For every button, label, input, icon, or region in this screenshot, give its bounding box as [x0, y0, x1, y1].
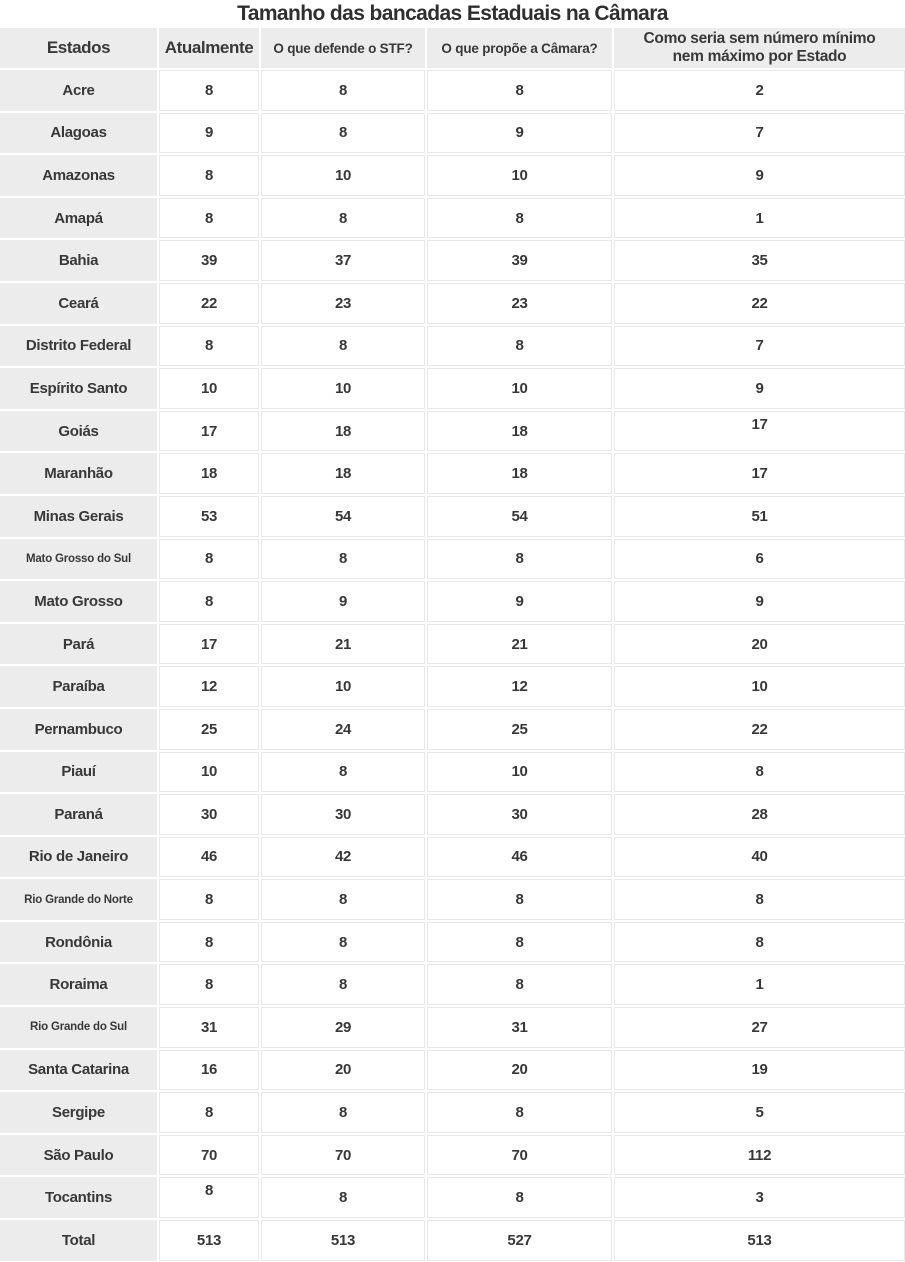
value-cell: 46 — [427, 837, 612, 878]
value-cell: 8 — [427, 70, 612, 111]
value-cell: 22 — [159, 283, 259, 324]
value-cell: 18 — [427, 453, 612, 494]
value-cell: 10 — [159, 752, 259, 793]
state-cell: Rio Grande do Norte — [0, 879, 157, 920]
header-cell-sem-limite — [614, 28, 905, 68]
value-cell: 70 — [159, 1135, 259, 1176]
value-cell: 25 — [427, 709, 612, 750]
value-cell: 17 — [159, 624, 259, 665]
value-cell: 23 — [261, 283, 425, 324]
total-value-cell: 513 — [614, 1220, 905, 1261]
value-cell: 8 — [427, 1092, 612, 1133]
value-cell: 8 — [614, 752, 905, 793]
value-cell: 9 — [427, 581, 612, 622]
value-cell: 51 — [614, 496, 905, 537]
value-cell: 8 — [427, 539, 612, 580]
value-cell: 1 — [614, 964, 905, 1005]
value-cell: 10 — [261, 368, 425, 409]
value-cell: 28 — [614, 794, 905, 835]
value-cell: 12 — [427, 666, 612, 707]
value-cell: 8 — [261, 922, 425, 963]
value-cell: 8 — [427, 198, 612, 239]
value-cell: 24 — [261, 709, 425, 750]
header-cell-atualmente: Atualmente — [159, 28, 259, 68]
value-cell: 10 — [427, 368, 612, 409]
value-cell: 53 — [159, 496, 259, 537]
value-cell: 8 — [614, 922, 905, 963]
value-cell: 8 — [261, 752, 425, 793]
value-cell: 27 — [614, 1007, 905, 1048]
state-cell: Goiás — [0, 411, 157, 452]
value-cell: 20 — [261, 1050, 425, 1091]
value-cell: 17 — [614, 453, 905, 494]
value-cell: 8 — [427, 326, 612, 367]
value-cell: 37 — [261, 240, 425, 281]
value-cell: 46 — [159, 837, 259, 878]
value-cell: 8 — [261, 70, 425, 111]
value-cell: 39 — [159, 240, 259, 281]
value-cell: 10 — [261, 666, 425, 707]
value-cell: 23 — [427, 283, 612, 324]
value-cell: 16 — [159, 1050, 259, 1091]
value-cell: 31 — [159, 1007, 259, 1048]
value-cell: 18 — [261, 411, 425, 452]
state-cell: Paraná — [0, 794, 157, 835]
state-cell: Pará — [0, 624, 157, 665]
value-cell: 10 — [427, 155, 612, 196]
state-cell: Rio Grande do Sul — [0, 1007, 157, 1048]
state-cell: Amapá — [0, 198, 157, 239]
value-cell: 8 — [261, 1092, 425, 1133]
state-cell: Tocantins — [0, 1177, 157, 1218]
value-cell: 29 — [261, 1007, 425, 1048]
value-cell: 9 — [427, 113, 612, 154]
value-cell: 8 — [261, 539, 425, 580]
value-cell: 8 — [614, 879, 905, 920]
state-cell: Amazonas — [0, 155, 157, 196]
state-cell: Distrito Federal — [0, 326, 157, 367]
value-cell: 8 — [261, 964, 425, 1005]
value-cell: 25 — [159, 709, 259, 750]
value-cell: 9 — [261, 581, 425, 622]
value-cell: 9 — [614, 368, 905, 409]
value-cell: 54 — [261, 496, 425, 537]
value-cell: 8 — [159, 581, 259, 622]
state-cell: Pernambuco — [0, 709, 157, 750]
value-cell: 17 — [614, 411, 905, 452]
state-cell: Piauí — [0, 752, 157, 793]
value-cell: 21 — [427, 624, 612, 665]
value-cell: 54 — [427, 496, 612, 537]
total-label-cell: Total — [0, 1220, 157, 1261]
value-cell: 19 — [614, 1050, 905, 1091]
value-cell: 8 — [261, 198, 425, 239]
state-cell: Sergipe — [0, 1092, 157, 1133]
state-cell: Mato Grosso do Sul — [0, 539, 157, 580]
value-cell: 8 — [427, 964, 612, 1005]
value-cell: 40 — [614, 837, 905, 878]
value-cell: 8 — [261, 113, 425, 154]
state-cell: Paraíba — [0, 666, 157, 707]
value-cell: 22 — [614, 283, 905, 324]
value-cell: 5 — [614, 1092, 905, 1133]
state-cell: Maranhão — [0, 453, 157, 494]
value-cell: 30 — [427, 794, 612, 835]
value-cell: 20 — [614, 624, 905, 665]
value-cell: 9 — [614, 581, 905, 622]
value-cell: 42 — [261, 837, 425, 878]
value-cell: 8 — [261, 879, 425, 920]
value-cell: 8 — [261, 326, 425, 367]
state-cell: Mato Grosso — [0, 581, 157, 622]
state-cell: Alagoas — [0, 113, 157, 154]
value-cell: 8 — [159, 964, 259, 1005]
header-cell-estados: Estados — [0, 28, 157, 68]
value-cell: 10 — [427, 752, 612, 793]
value-cell: 10 — [261, 155, 425, 196]
value-cell: 8 — [159, 155, 259, 196]
total-value-cell: 513 — [261, 1220, 425, 1261]
value-cell: 18 — [427, 411, 612, 452]
value-cell: 10 — [614, 666, 905, 707]
header-cell-stf: O que defende o STF? — [261, 28, 425, 68]
value-cell: 9 — [614, 155, 905, 196]
value-cell: 8 — [159, 1177, 259, 1218]
value-cell: 8 — [159, 879, 259, 920]
value-cell: 18 — [261, 453, 425, 494]
state-cell: Ceará — [0, 283, 157, 324]
value-cell: 22 — [614, 709, 905, 750]
value-cell: 31 — [427, 1007, 612, 1048]
value-cell: 8 — [159, 70, 259, 111]
state-cell: Espírito Santo — [0, 368, 157, 409]
value-cell: 17 — [159, 411, 259, 452]
page-title: Tamanho das bancadas Estaduais na Câmara — [237, 2, 668, 25]
value-cell: 35 — [614, 240, 905, 281]
state-cell: Minas Gerais — [0, 496, 157, 537]
value-cell: 8 — [159, 1092, 259, 1133]
value-cell: 6 — [614, 539, 905, 580]
header-cell-camara: O que propõe a Câmara? — [427, 28, 612, 68]
value-cell: 20 — [427, 1050, 612, 1091]
value-cell: 12 — [159, 666, 259, 707]
value-cell: 112 — [614, 1135, 905, 1176]
value-cell: 1 — [614, 198, 905, 239]
value-cell: 8 — [427, 922, 612, 963]
value-cell: 39 — [427, 240, 612, 281]
bancadas-table — [0, 28, 905, 1261]
state-cell: Rondônia — [0, 922, 157, 963]
state-cell: Rio de Janeiro — [0, 837, 157, 878]
value-cell: 70 — [427, 1135, 612, 1176]
value-cell: 9 — [159, 113, 259, 154]
value-cell: 8 — [159, 326, 259, 367]
total-value-cell: 527 — [427, 1220, 612, 1261]
header-cell-sem-limite-text: Como seria sem número mínimo nem máximo por Estado — [643, 29, 876, 65]
value-cell: 18 — [159, 453, 259, 494]
state-cell: Santa Catarina — [0, 1050, 157, 1091]
value-cell: 10 — [159, 368, 259, 409]
value-cell: 30 — [159, 794, 259, 835]
value-cell: 8 — [159, 198, 259, 239]
value-cell: 7 — [614, 326, 905, 367]
value-cell: 8 — [261, 1177, 425, 1218]
state-cell: São Paulo — [0, 1135, 157, 1176]
value-cell: 30 — [261, 794, 425, 835]
state-cell: Bahia — [0, 240, 157, 281]
value-cell: 3 — [614, 1177, 905, 1218]
value-cell: 7 — [614, 113, 905, 154]
total-value-cell: 513 — [159, 1220, 259, 1261]
value-cell: 8 — [159, 539, 259, 580]
value-cell: 21 — [261, 624, 425, 665]
value-cell: 2 — [614, 70, 905, 111]
value-cell: 8 — [427, 879, 612, 920]
state-cell: Acre — [0, 70, 157, 111]
value-cell: 8 — [427, 1177, 612, 1218]
state-cell: Roraima — [0, 964, 157, 1005]
value-cell: 70 — [261, 1135, 425, 1176]
value-cell: 8 — [159, 922, 259, 963]
